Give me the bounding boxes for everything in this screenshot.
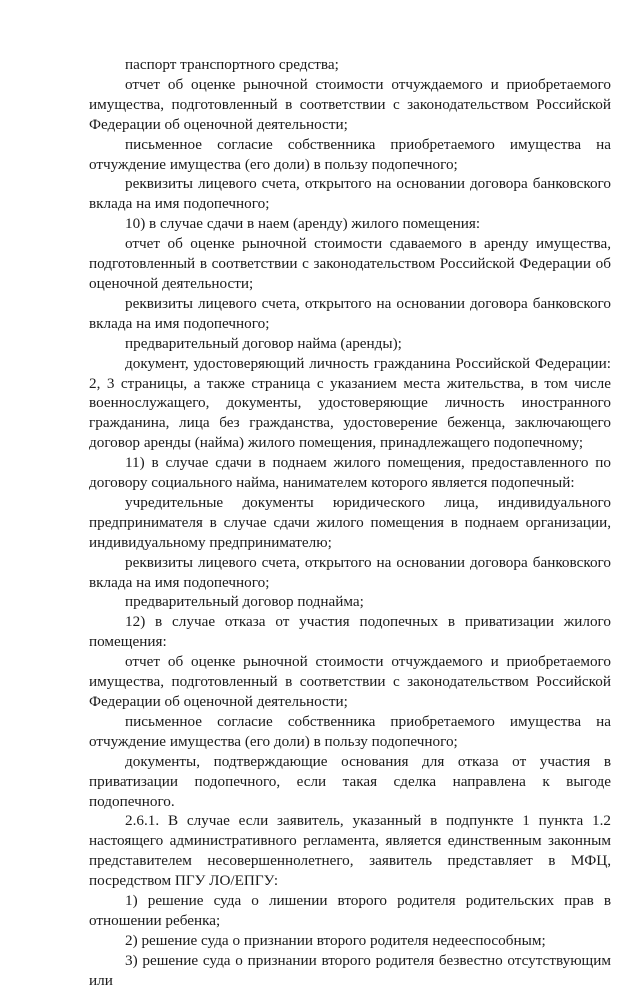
paragraph: 2.6.1. В случае если заявитель, указанный в подпункте 1 пункта 1.2 настоящего административного регламента, является единственным законным представителем несовершеннолетнего, заявитель представляет в МФЦ, посредством ПГУ ЛО/ЕПГУ:	[89, 812, 611, 890]
paragraph: 12) в случае отказа от участия подопечных в приватизации жилого помещения:	[89, 613, 611, 651]
paragraph: письменное согласие собственника приобретаемого имущества на отчуждение имущества (его доли) в пользу подопечного;	[89, 135, 611, 173]
paragraph: 2) решение суда о признании второго родителя недееспособным;	[125, 931, 546, 949]
paragraph: паспорт транспортного средства;	[125, 56, 339, 73]
paragraph: предварительный договор найма (аренды);	[125, 334, 402, 352]
paragraph: отчет об оценке рыночной стоимости сдаваемого в аренду имущества, подготовленный в соответствии с законодательством Российской Федерации об оценочной деятельности;	[89, 235, 611, 292]
paragraph: учредительные документы юридического лица, индивидуального предпринимателя в случае сдачи жилого помещения в поднаем организации, индивидуальному предпринимателю;	[89, 493, 611, 551]
paragraph: 10) в случае сдачи в наем (аренду) жилого помещения:	[125, 215, 481, 233]
paragraph: отчет об оценке рыночной стоимости отчуждаемого и приобретаемого имущества, подготовленный в соответствии с законодательством Российской Федерации об оценочной деятельности;	[89, 653, 611, 710]
paragraph: реквизиты лицевого счета, открытого на основании договора банковского вклада на имя подопечного;	[89, 553, 611, 591]
document-body	[89, 55, 611, 991]
paragraph: документы, подтверждающие основания для отказа от участия в приватизации подопечного, если такая сделка направлена к выгоде подопечного.	[89, 752, 611, 810]
paragraph: письменное согласие собственника приобретаемого имущества на отчуждение имущества (его доли) в пользу подопечного;	[89, 712, 611, 750]
paragraph: предварительный договор поднайма;	[125, 593, 364, 611]
paragraph: реквизиты лицевого счета, открытого на основании договора банковского вклада на имя подопечного;	[89, 294, 611, 332]
paragraph: 11) в случае сдачи в поднаем жилого помещения, предоставленного по договору социального найма, нанимателем которого является подопечный:	[89, 454, 611, 492]
paragraph: 1) решение суда о лишении второго родителя родительских прав в отношении ребенка;	[89, 892, 611, 929]
paragraph: документ, удостоверяющий личность гражданина Российской Федерации: 2, 3 страницы, а также страница с указанием места жительства, в том числе военнослужащего, документы, удостоверяющие личность иностранного гражданина, лица без гражданства, удостоверение беженца, заключающего договор аренды (найма) жилого помещения, принадлежащего подопечному;	[89, 354, 611, 452]
paragraph: реквизиты лицевого счета, открытого на основании договора банковского вклада на имя подопечного;	[89, 175, 611, 213]
paragraph: 3) решение суда о признании второго родителя безвестно отсутствующим или	[89, 951, 611, 989]
paragraph: отчет об оценке рыночной стоимости отчуждаемого и приобретаемого имущества, подготовленный в соответствии с законодательством Российской Федерации об оценочной деятельности;	[89, 75, 611, 133]
